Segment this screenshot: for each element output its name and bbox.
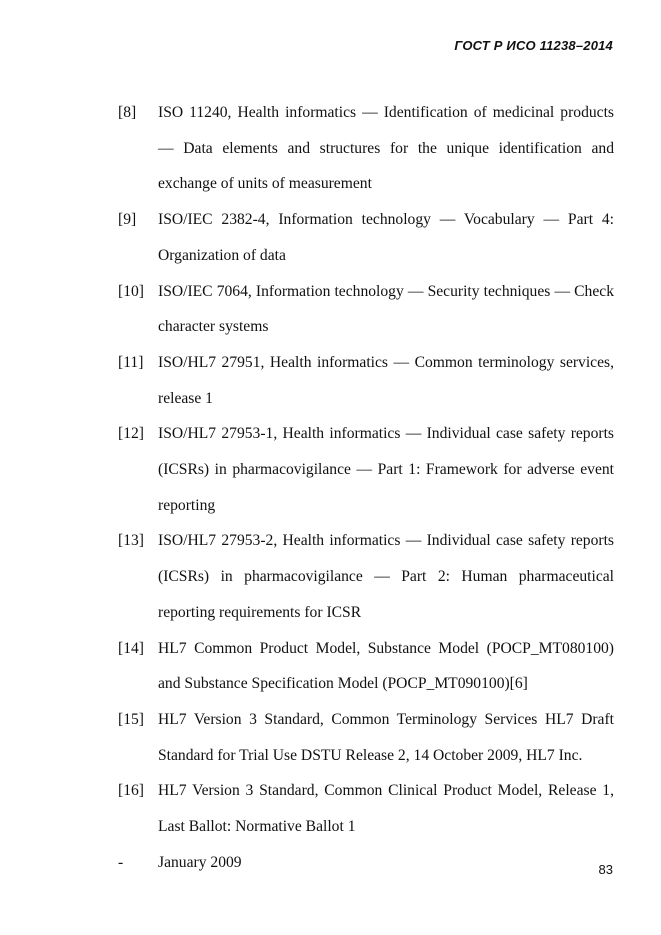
reference-number: [13]	[118, 532, 144, 550]
reference-text: ISO 11240, Health informatics — Identification of medicinal products — Data elements and structures for the unique identification and exchange of units of measurement	[158, 104, 614, 193]
page-number: 83	[598, 862, 613, 877]
reference-text: ISO/HL7 27953-2, Health informatics — Individual case safety reports (ICSRs) in pharmacovigilance — Part 2: Human pharmaceutical reporting requirements for ICSR	[158, 532, 614, 621]
reference-text: January 2009	[158, 853, 242, 871]
reference-text: HL7 Common Product Model, Substance Model (POCP_MT080100) and Substance Specification Model (POCP_MT090100)[6]	[158, 639, 614, 693]
reference-item	[118, 416, 614, 523]
reference-number: [8]	[118, 104, 137, 121]
reference-item	[118, 523, 614, 630]
reference-item	[118, 631, 614, 702]
reference-number: [9]	[118, 211, 137, 229]
reference-text: ISO/IEC 7064, Information technology — Security techniques — Check character systems	[158, 282, 614, 336]
reference-number: [15]	[118, 710, 144, 728]
reference-item	[118, 345, 614, 416]
reference-item	[118, 274, 614, 345]
reference-number: [10]	[118, 282, 144, 300]
reference-item	[118, 95, 614, 202]
reference-item	[118, 773, 614, 844]
reference-text: ISO/HL7 27953-1, Health informatics — Individual case safety reports (ICSRs) in pharmacovigilance — Part 1: Framework for adverse event reporting	[158, 425, 614, 514]
reference-text: ISO/IEC 2382-4, Information technology — Vocabulary — Part 4: Organization of data	[158, 211, 614, 264]
reference-number: [14]	[118, 639, 144, 657]
reference-item	[118, 845, 614, 881]
reference-number: [12]	[118, 425, 144, 443]
reference-text: HL7 Version 3 Standard, Common Clinical Product Model, Release 1, Last Ballot: Normative Ballot 1	[158, 782, 614, 836]
reference-text: HL7 Version 3 Standard, Common Terminology Services HL7 Draft Standard for Trial Use DSTU Release 2, 14 October 2009, HL7 Inc.	[158, 710, 614, 764]
document-header: ГОСТ Р ИСО 11238–2014	[454, 38, 613, 53]
reference-number: [11]	[118, 353, 144, 371]
reference-item	[118, 202, 614, 273]
reference-item	[118, 702, 614, 773]
reference-list	[118, 95, 614, 880]
reference-text: ISO/HL7 27951, Health informatics — Common terminology services, release 1	[158, 353, 614, 407]
reference-number: [16]	[118, 782, 144, 800]
reference-number: -	[118, 853, 124, 871]
